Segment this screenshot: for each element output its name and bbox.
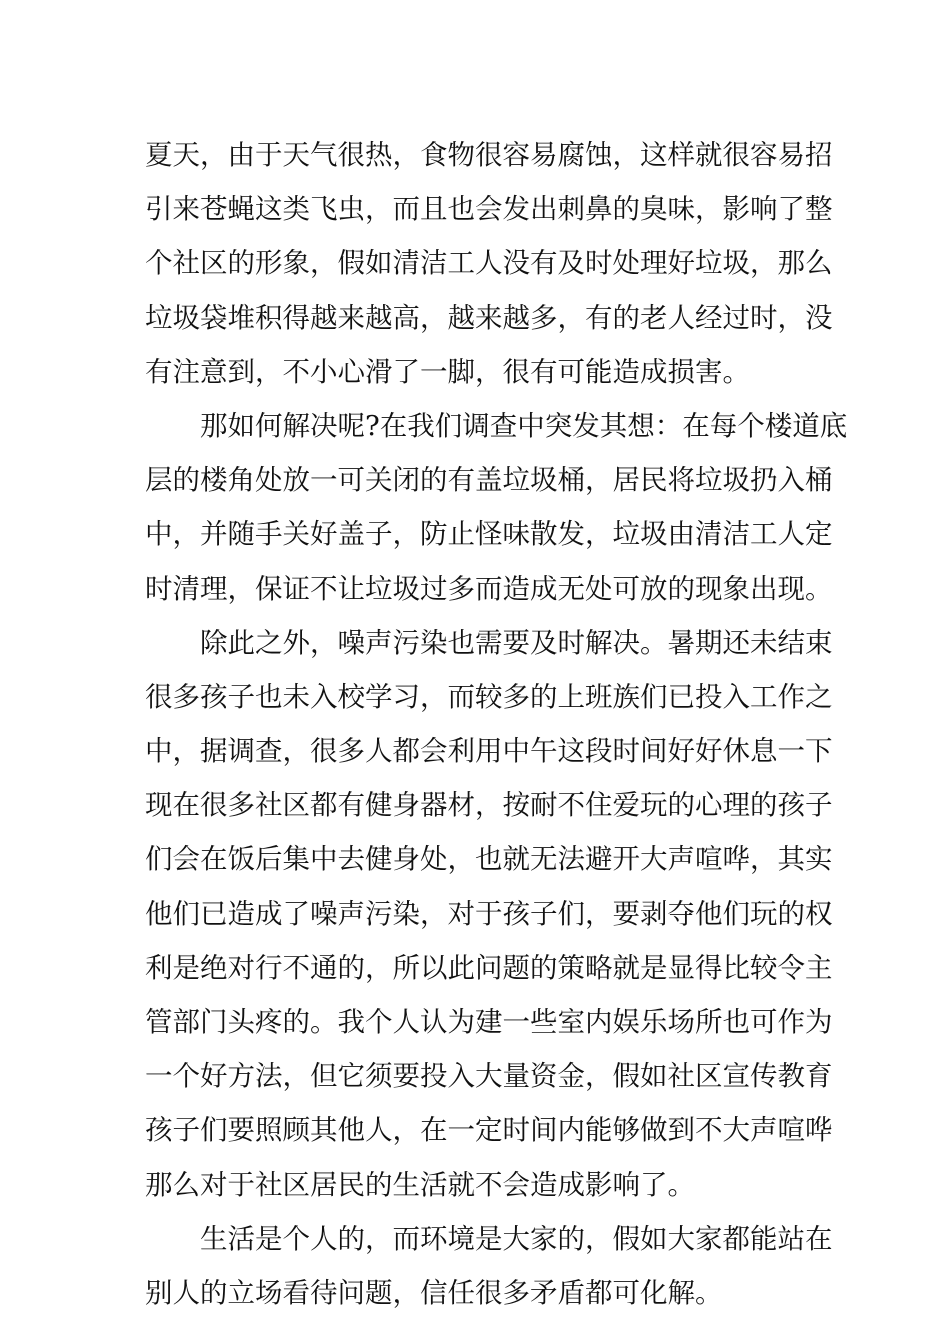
paragraph-3-line-6: 他们已造成了噪声污染，对于孩子们，要剥夺他们玩的权	[145, 897, 833, 930]
paragraph-3-line-10: 孩子们要照顾其他人，在一定时间内能够做到不大声喧哗	[145, 1114, 833, 1147]
paragraph-3-line-2: 很多孩子也未入校学习，而较多的上班族们已投入工作之	[145, 680, 833, 713]
paragraph-3-line-8: 管部门头疼的。我个人认为建一些室内娱乐场所也可作为	[145, 1006, 833, 1038]
paragraph-1-line-2: 引来苍蝇这类飞虫，而且也会发出刺鼻的臭味，影响了整	[145, 193, 833, 226]
paragraph-2-line-1: 那如何解决呢?在我们调查中突发其想：在每个楼道底	[200, 409, 848, 442]
paragraph-3-line-4: 现在很多社区都有健身器材，按耐不住爱玩的心理的孩子	[145, 789, 833, 822]
paragraph-1-line-5: 有注意到，不小心滑了一脚，很有可能造成损害。	[145, 355, 750, 388]
paragraph-2-line-4: 时清理，保证不让垃圾过多而造成无处可放的现象出现。	[145, 572, 833, 605]
paragraph-3-line-7: 利是绝对行不通的，所以此问题的策略就是显得比较令主	[145, 951, 833, 984]
paragraph-1-line-1: 夏天，由于天气很热，食物很容易腐蚀，这样就很容易招	[145, 139, 833, 171]
paragraph-1-line-4: 垃圾袋堆积得越来越高，越来越多，有的老人经过时，没	[145, 301, 833, 334]
paragraph-3-line-11: 那么对于社区居民的生活就不会造成影响了。	[145, 1168, 695, 1201]
paragraph-3-line-9: 一个好方法，但它须要投入大量资金，假如社区宣传教育	[145, 1060, 833, 1093]
paragraph-4-line-1: 生活是个人的，而环境是大家的，假如大家都能站在	[200, 1222, 833, 1255]
paragraph-1-line-3: 个社区的形象，假如清洁工人没有及时处理好垃圾，那么	[145, 247, 833, 280]
body-text	[145, 128, 848, 1320]
paragraph-3-line-5: 们会在饭后集中去健身处，也就无法避开大声喧哗，其实	[145, 843, 833, 876]
paragraph-3-line-3: 中，据调查，很多人都会利用中午这段时间好好休息一下	[145, 735, 833, 768]
paragraph-3-line-1: 除此之外，噪声污染也需要及时解决。暑期还未结束	[200, 626, 833, 659]
paragraph-4-line-2: 别人的立场看待问题，信任很多矛盾都可化解。	[145, 1276, 723, 1309]
paragraph-2-line-3: 中，并随手关好盖子，防止怪味散发，垃圾由清洁工人定	[145, 518, 833, 551]
paragraph-2-line-2: 层的楼角处放一可关闭的有盖垃圾桶，居民将垃圾扔入桶	[145, 464, 833, 497]
